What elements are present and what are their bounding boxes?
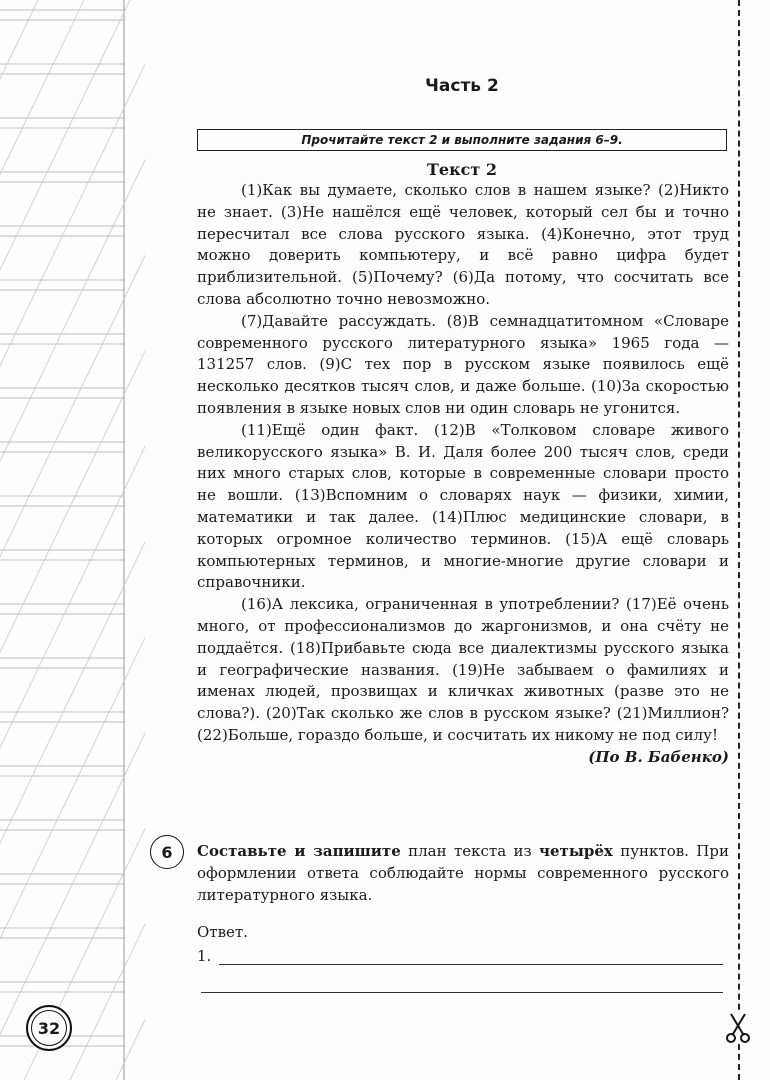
paragraph-2: (7)Давайте рассуждать. (8)В семнадцатитомном «Словаре современного русского литературного языка» 1965 года — 131257 слов. (9)С тех пор в русском языке появилось ещё несколько десятков тысяч слов, и даже больше. (10)За скоростью появления в языке новых слов ни один словарь не угонится. [197,311,729,417]
answer-line-2[interactable] [201,992,723,993]
task-number-badge [150,835,184,869]
scissors-icon [723,1012,753,1044]
paragraph-4: (16)А лексика, ограниченная в употреблении? (17)Её очень много, от профессионализмов до жаргонизмов, и она счёту не поддаётся. (18)Прибавьте сюда все диалектизмы русского языка и географические названия. (19)Не забываем о фамилиях и именах людей, прозвищах и кличках животных (разве это не слова?). (20)Так сколько же слов в русском языке? (21)Миллион? (22)Больше, гораздо больше, и сосчитать их никому не под силу! [197,595,729,744]
text-author: (По В. Бабенко) [588,747,729,766]
task-text [197,840,729,906]
answer-line-1[interactable] [219,964,723,965]
answer-label: Ответ. [197,923,248,941]
instruction-text: Прочитайте текст 2 и выполните задания 6–9. [301,133,623,147]
paragraph-1: (1)Как вы думаете, сколько слов в нашем языке? (2)Никто не знает. (3)Не нашёлся ещё человек, который сел бы и точно пересчитал все слова русского языка. (4)Конечно, этот труд можно доверить компьютеру, и всё равно цифра будет приблизительной. (5)Почему? (6)Да потому, что сосчитать все слова абсолютно точно невозможно. [197,181,729,308]
task-bold-1: Составьте и запишите [197,842,401,860]
task-plain-1: план текста из [400,842,540,860]
answer-item-number: 1. [197,947,212,965]
task-plain-2: пунктов. При оформлении ответа соблюдайте нормы современного русского литературного языка. [197,842,729,904]
text-title: Текст 2 [427,160,497,179]
margin-ruling [0,0,145,1080]
main-text [197,180,729,769]
instruction-box [197,129,727,151]
part-title: Часть 2 [425,76,499,96]
task-bold-2: четырёх [539,842,613,860]
task-number: 6 [161,842,173,862]
page-number: 32 [31,1010,67,1046]
cut-line [738,0,740,1080]
paragraph-3: (11)Ещё один факт. (12)В «Толковом словаре живого великорусского языка» В. И. Даля более 200 тысяч слов, среди них много старых слов, которые в современные словари просто не вошли. (13)Вспомним о словарях наук — физики, химии, математики и так далее. (14)Плюс медицинские словари, в которых огромное количество терминов. (15)А ещё словарь компьютерных терминов, и многие-многие другие словари и справочники. [197,420,729,592]
page-number-badge [26,1005,72,1051]
